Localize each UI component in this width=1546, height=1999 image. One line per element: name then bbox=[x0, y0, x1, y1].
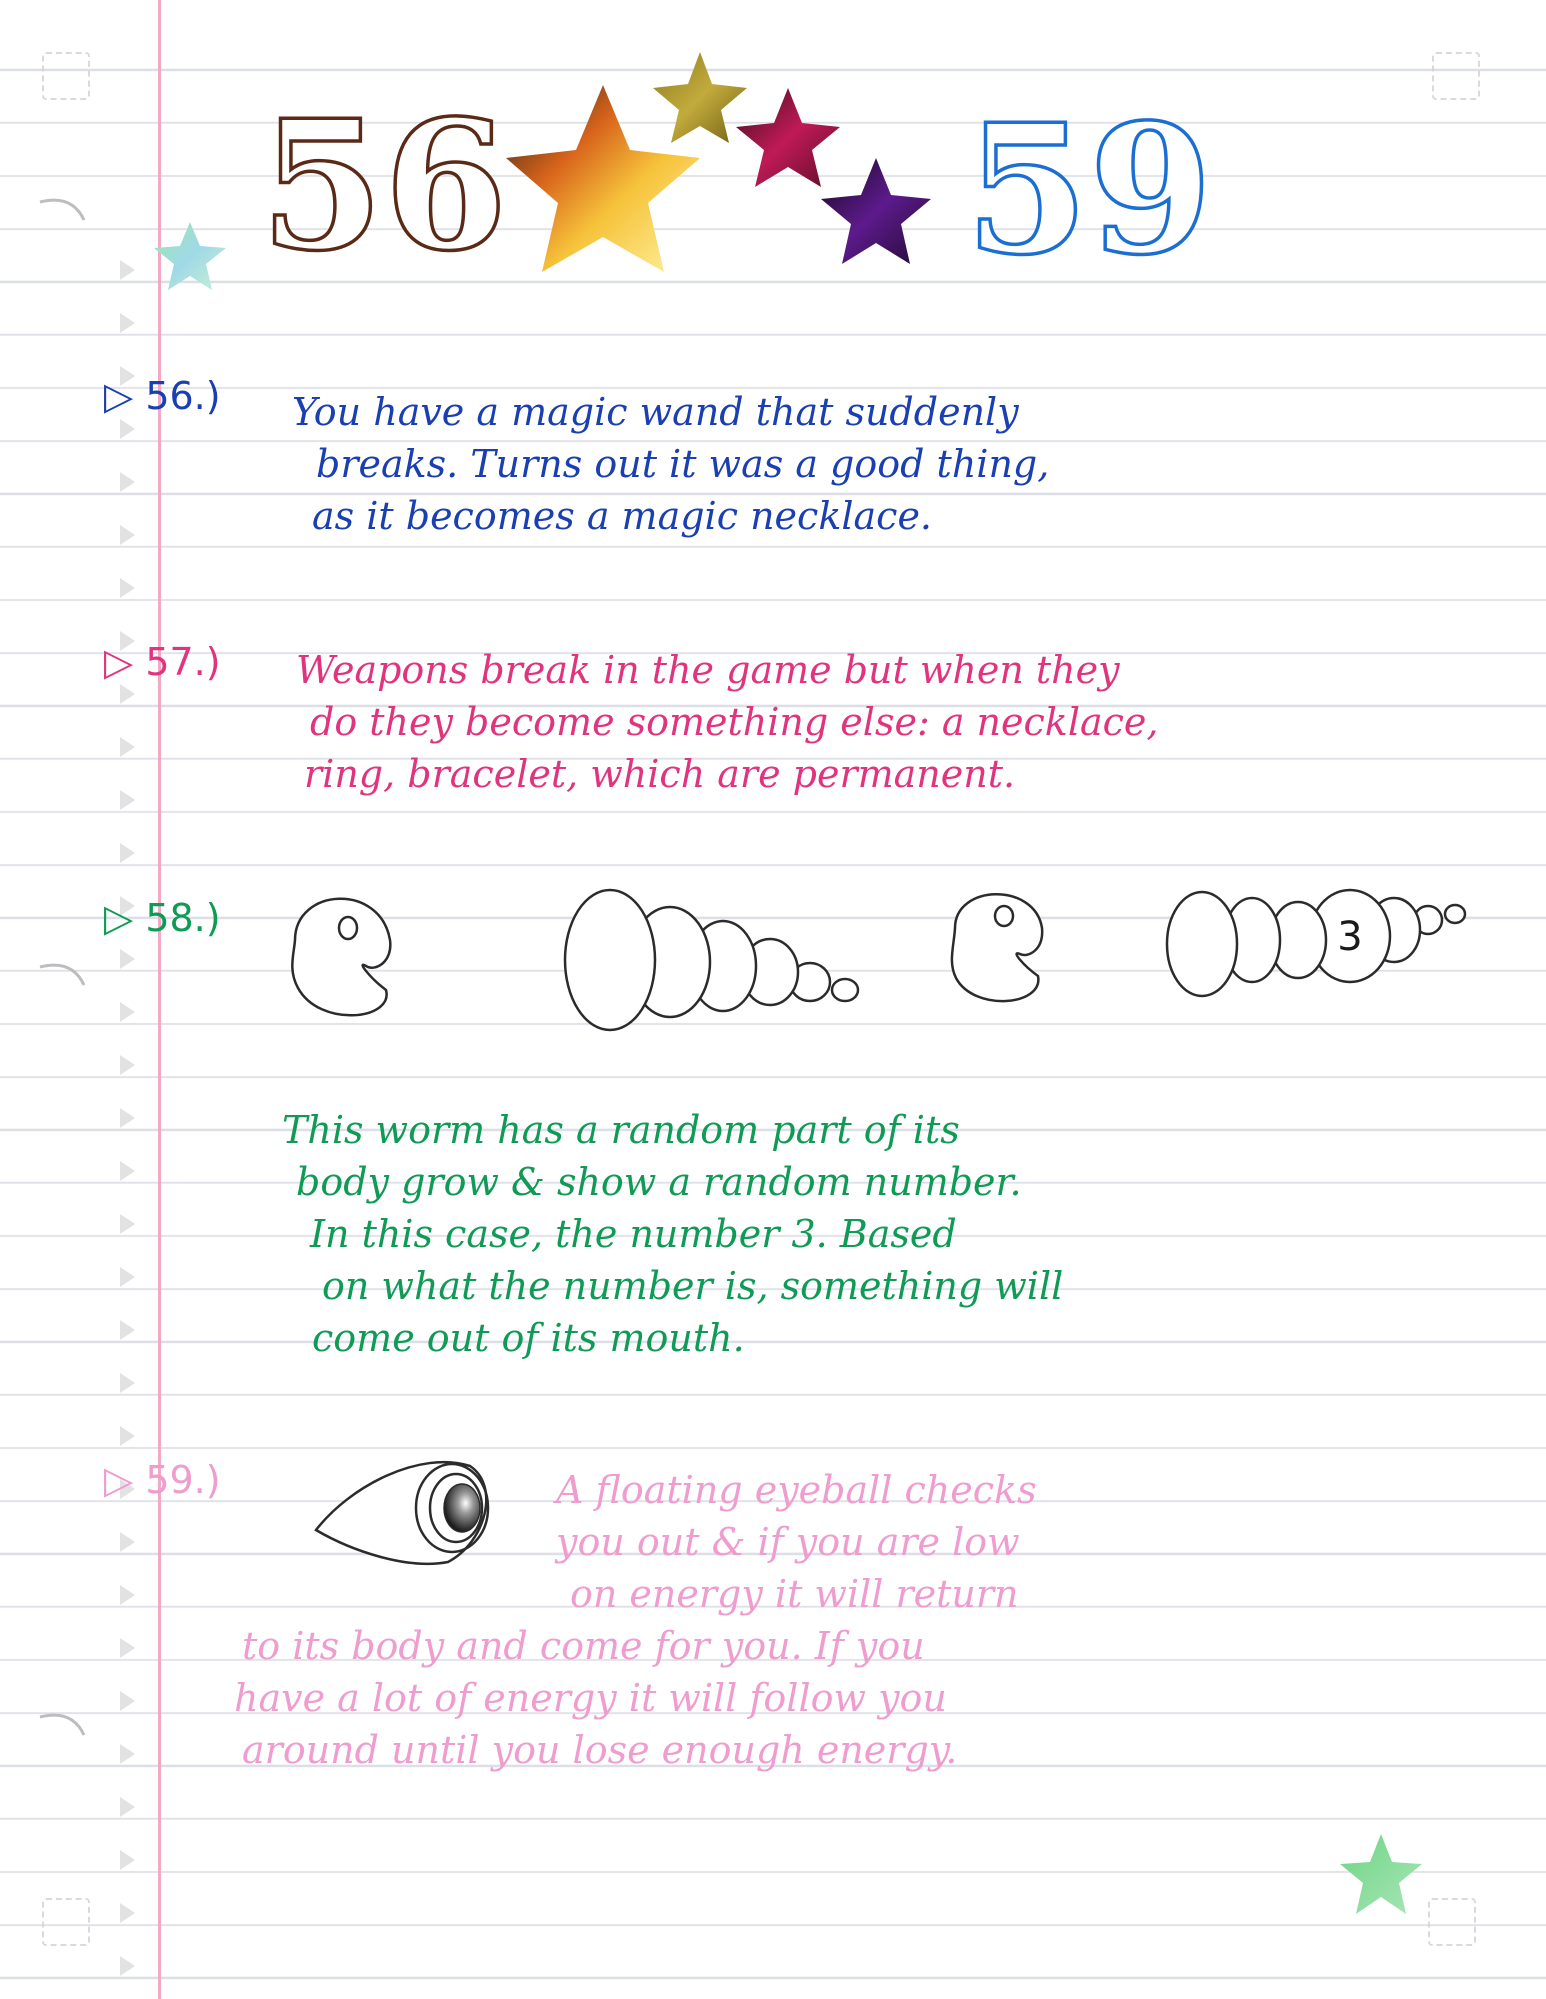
entry-59-line: have a lot of energy it will follow you bbox=[234, 1676, 947, 1720]
entry-58-line: on what the number is, something will bbox=[322, 1264, 1064, 1308]
entry-57-line: ring, bracelet, which are permanent. bbox=[304, 752, 1016, 796]
header-end-number: 59 bbox=[965, 85, 1213, 294]
entry-58-label bbox=[104, 896, 221, 940]
margin-triangle-icon bbox=[120, 1585, 135, 1605]
purple-star-sticker bbox=[821, 158, 931, 264]
margin-triangle-icon bbox=[120, 525, 135, 545]
margin-triangle-icon bbox=[120, 1850, 135, 1870]
margin-triangle-icon bbox=[120, 1161, 135, 1181]
entry-59-line: to its body and come for you. If you bbox=[242, 1624, 925, 1668]
entry-59-line: A floating eyeball checks bbox=[556, 1468, 1037, 1512]
margin-triangle-icon bbox=[120, 684, 135, 704]
margin-triangle-icon bbox=[120, 419, 135, 439]
margin-triangle-icon bbox=[120, 949, 135, 969]
mint-star-sticker bbox=[154, 222, 226, 290]
margin-triangle-icon bbox=[120, 1373, 135, 1393]
margin-triangle-icon bbox=[120, 1638, 135, 1658]
entry-59-checkbox-icon: ▷ bbox=[104, 1458, 134, 1502]
entry-58-line: body grow & show a random number. bbox=[296, 1160, 1022, 1204]
margin-triangle-icon bbox=[120, 1426, 135, 1446]
entry-59-text-top bbox=[556, 1464, 1037, 1620]
margin-triangle-icon bbox=[120, 1002, 135, 1022]
entry-58-number: 58.) bbox=[145, 896, 221, 940]
margin-triangle-icon bbox=[120, 1797, 135, 1817]
corner-mark-bottom-right bbox=[1428, 1898, 1476, 1946]
worm-drawing-left bbox=[292, 890, 858, 1030]
margin-triangle-icon bbox=[120, 1691, 135, 1711]
entry-56-checkbox-icon: ▷ bbox=[104, 374, 134, 418]
entry-56-text bbox=[292, 386, 1049, 542]
binder-hole-middle bbox=[32, 955, 92, 995]
entry-57-line: Weapons break in the game but when they bbox=[296, 648, 1120, 692]
eyeball-drawing bbox=[310, 1446, 500, 1576]
margin-triangle-icon bbox=[120, 578, 135, 598]
binder-hole-bottom bbox=[32, 1705, 92, 1745]
entry-57-checkbox-icon: ▷ bbox=[104, 640, 134, 684]
header-banner bbox=[0, 0, 1546, 300]
olive-star-sticker bbox=[653, 52, 747, 143]
worm-drawing-right bbox=[952, 890, 1465, 1001]
entry-56-line: You have a magic wand that suddenly bbox=[292, 390, 1019, 434]
entry-59-line: on energy it will return bbox=[570, 1572, 1019, 1616]
entry-58-checkbox-icon: ▷ bbox=[104, 896, 134, 940]
entry-58-text bbox=[282, 1104, 1063, 1364]
margin-triangle-icon bbox=[120, 1956, 135, 1976]
worm-drawings bbox=[290, 870, 1470, 1040]
entry-56-number: 56.) bbox=[145, 374, 221, 418]
corner-mark-bottom-left bbox=[42, 1898, 90, 1946]
entry-57-line: do they become something else: a necklace, bbox=[310, 700, 1159, 744]
header-start-number: 56 bbox=[260, 81, 508, 290]
entry-59-text-bottom bbox=[234, 1620, 957, 1776]
margin-triangle-icon bbox=[120, 1903, 135, 1923]
green-star-sticker bbox=[1336, 1830, 1426, 1920]
margin-triangle-icon bbox=[120, 1108, 135, 1128]
entry-58-line: This worm has a random part of its bbox=[282, 1108, 960, 1152]
entry-57-text bbox=[296, 644, 1159, 800]
entry-57-number: 57.) bbox=[145, 640, 221, 684]
margin-triangle-icon bbox=[120, 1055, 135, 1075]
gold-star-sticker bbox=[506, 85, 700, 272]
entry-59-number: 59.) bbox=[145, 1458, 221, 1502]
margin-triangle-icon bbox=[120, 313, 135, 333]
margin-triangle-icon bbox=[120, 472, 135, 492]
entry-56-label bbox=[104, 374, 221, 418]
margin-triangle-icon bbox=[120, 1214, 135, 1234]
entry-59-label bbox=[104, 1458, 221, 1502]
margin-triangle-icon bbox=[120, 1744, 135, 1764]
entry-59-line: you out & if you are low bbox=[556, 1520, 1020, 1564]
margin-triangle-icon bbox=[120, 1267, 135, 1287]
margin-triangle-icon bbox=[120, 1320, 135, 1340]
entry-56-line: breaks. Turns out it was a good thing, bbox=[316, 442, 1050, 486]
worm-number-label: 3 bbox=[1337, 914, 1363, 960]
margin-triangle-icon bbox=[120, 737, 135, 757]
entry-58-line: come out of its mouth. bbox=[312, 1316, 745, 1360]
entry-56-line: as it becomes a magic necklace. bbox=[312, 494, 933, 538]
entry-58-line: In this case, the number 3. Based bbox=[310, 1212, 957, 1256]
red-star-sticker bbox=[736, 88, 840, 187]
entry-59-line: around until you lose enough energy. bbox=[242, 1728, 958, 1772]
margin-triangle-icon bbox=[120, 1532, 135, 1552]
margin-triangle-icon bbox=[120, 790, 135, 810]
margin-triangle-icon bbox=[120, 843, 135, 863]
entry-57-label bbox=[104, 640, 221, 684]
